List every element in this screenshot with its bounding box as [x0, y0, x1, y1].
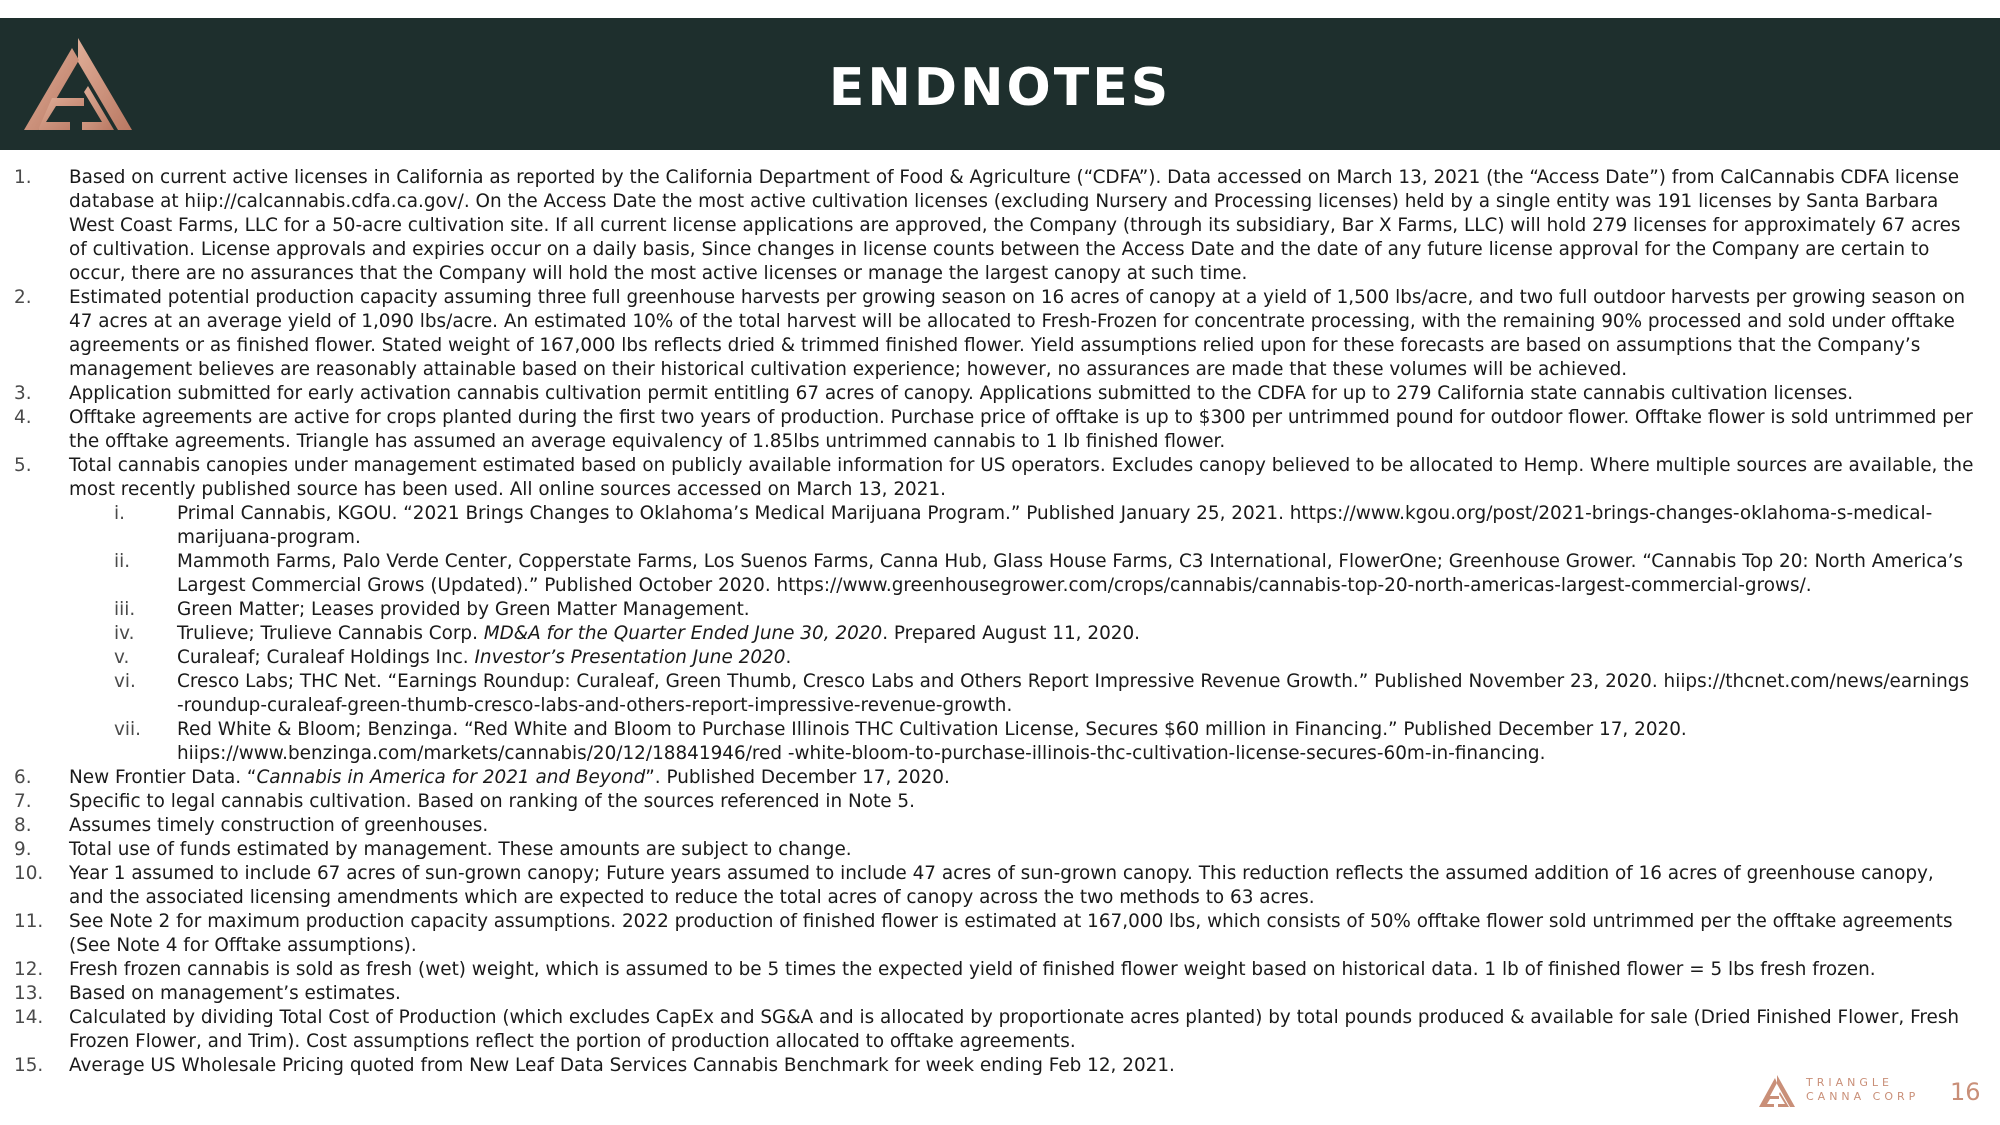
source-iii	[14, 598, 1974, 622]
endnote-number: 11.	[14, 911, 44, 932]
endnote-text: Calculated by dividing Total Cost of Production (which excludes CapEx and SG&A and is allocated by proportionate acres planted) by total pounds produced & available for sale (Dried Finished Flower, Fresh Frozen Flower, and Trim). Cost assumptions reflect the portion of production allocated to offtake agreements.	[69, 1007, 1960, 1052]
source-vi	[14, 670, 1974, 718]
endnote-number: 13.	[14, 983, 44, 1004]
endnote-text-part: ”. Published December 17, 2020.	[645, 767, 950, 788]
brand-line-1: TRIANGLE	[1806, 1076, 1893, 1089]
endnote-number: 12.	[14, 959, 44, 980]
endnote-15	[14, 1054, 1974, 1078]
endnote-11	[14, 910, 1974, 958]
endnote-text: Estimated potential production capacity assuming three full greenhouse harvests per growing season on 16 acres of canopy at a yield of 1,500 lbs/acre, and two full outdoor harvests per growing season on 47 acres at an average yield of 1,090 lbs/acre. An estimated 10% of the total harvest will be allocated to Fresh-Frozen for concentrate processing, with the remaining 90% processed and sold under offtake agreements or as finished flower. Stated weight of 167,000 lbs reflects dried & trimmed finished flower. Yield assumptions relied upon for these forecasts are based on assumptions that the Company’s management believes are reasonably attainable based on their historical cultivation experience; however, no assurances are made that these volumes will be achieved.	[69, 287, 1965, 380]
endnote-6	[14, 766, 1974, 790]
brand-name	[1806, 1076, 1919, 1104]
brand-line-2: CANNA CORP	[1806, 1090, 1920, 1103]
endnote-2	[14, 286, 1974, 382]
endnote-text: Total use of funds estimated by management. These amounts are subject to change.	[69, 839, 852, 860]
footer-brand-logo	[1758, 1072, 1930, 1108]
source-text: Red White & Bloom; Benzinga. “Red White and Bloom to Purchase Illinois THC Cultivation License, Secures $60 million in Financing.” Published December 17, 2020. hiips://www.benzinga.com/markets/cannabis/20/12/18841946/red -white-bloom-to-purchase-illinois-thc-cultivation-license-secures-60m-in-financing.	[177, 719, 1687, 764]
endnote-text: See Note 2 for maximum production capacity assumptions. 2022 production of finished flower is estimated at 167,000 lbs, which consists of 50% offtake flower sold untrimmed per the offtake agreements (See Note 4 for Offtake assumptions).	[69, 911, 1953, 956]
source-number: iii.	[114, 599, 136, 620]
endnote-10	[14, 862, 1974, 910]
source-number: vii.	[114, 719, 141, 740]
endnote-number: 8.	[14, 815, 32, 836]
endnote-number: 2.	[14, 287, 32, 308]
endnote-7	[14, 790, 1974, 814]
source-v	[14, 646, 1974, 670]
endnote-text: Offtake agreements are active for crops planted during the first two years of production. Purchase price of offtake is up to $300 per untrimmed pound for outdoor flower. Offtake flower is sold untrimmed per the offtake agreements. Triangle has assumed an average equivalency of 1.85lbs untrimmed cannabis to 1 lb finished flower.	[69, 407, 1973, 452]
endnote-number: 15.	[14, 1055, 44, 1076]
source-text-part: Curaleaf; Curaleaf Holdings Inc.	[177, 647, 475, 668]
endnote-number: 7.	[14, 791, 32, 812]
endnote-text: Assumes timely construction of greenhouses.	[69, 815, 489, 836]
endnote-number: 1.	[14, 167, 32, 188]
endnote-text: Application submitted for early activation cannabis cultivation permit entitling 67 acres of canopy. Applications submitted to the CDFA for up to 279 California state cannabis cultivation licenses.	[69, 383, 1854, 404]
source-text: Primal Cannabis, KGOU. “2021 Brings Changes to Oklahoma’s Medical Marijuana Program.” Published January 25, 2021. https://www.kgou.org/post/2021-brings-changes-oklahoma-s-medical-marijuana-program.	[177, 503, 1933, 548]
endnote-13	[14, 982, 1974, 1006]
source-number: ii.	[114, 551, 131, 572]
source-iv	[14, 622, 1974, 646]
endnote-12	[14, 958, 1974, 982]
endnote-text: Total cannabis canopies under management estimated based on publicly available information for US operators. Excludes canopy believed to be allocated to Hemp. Where multiple sources are available, the most recently published source has been used. All online sources accessed on March 13, 2021.	[69, 455, 1974, 500]
endnote-number: 14.	[14, 1007, 44, 1028]
endnote-number: 9.	[14, 839, 32, 860]
header-bar	[0, 18, 2000, 150]
endnote-text: Specific to legal cannabis cultivation. Based on ranking of the sources referenced in Note 5.	[69, 791, 915, 812]
source-text: Mammoth Farms, Palo Verde Center, Copperstate Farms, Los Suenos Farms, Canna Hub, Glass House Farms, C3 International, FlowerOne; Greenhouse Grower. “Cannabis Top 20: North America’s Largest Commercial Grows (Updated).” Published October 2020. https://www.greenhousegrower.com/crops/cannabis/cannabis-top-20-north-americas-largest-commercial-grows/.	[177, 551, 1964, 596]
endnote-8	[14, 814, 1974, 838]
endnote-text: Based on management’s estimates.	[69, 983, 401, 1004]
source-number: vi.	[114, 671, 136, 692]
top-margin	[0, 0, 2000, 18]
source-text: Green Matter; Leases provided by Green Matter Management.	[177, 599, 750, 620]
source-number: i.	[114, 503, 125, 524]
endnote-text: Average US Wholesale Pricing quoted from New Leaf Data Services Cannabis Benchmark for week ending Feb 12, 2021.	[69, 1055, 1175, 1076]
endnote-number: 3.	[14, 383, 32, 404]
endnote-number: 5.	[14, 455, 32, 476]
page-title: ENDNOTES	[828, 58, 1172, 118]
triangle-mark-icon	[1758, 1074, 1796, 1108]
source-vii	[14, 718, 1974, 766]
source-title-italic: Investor’s Presentation June 2020	[474, 647, 786, 668]
source-title-italic: MD&A for the Quarter Ended June 30, 2020	[483, 623, 883, 644]
source-text-part: .	[785, 647, 792, 668]
endnote-1	[14, 166, 1974, 286]
endnote-number: 4.	[14, 407, 32, 428]
source-text: Cresco Labs; THC Net. “Earnings Roundup: Curaleaf, Green Thumb, Cresco Labs and Others Report Impressive Revenue Growth.” Published November 23, 2020. hiips://thcnet.com/news/earnings -roundup-curaleaf-green-thumb-cresco-labs-and-others-report-impressive-revenue-growth.	[177, 671, 1970, 716]
endnote-text-part: New Frontier Data. “	[69, 767, 257, 788]
endnote-4	[14, 406, 1974, 454]
endnote-number: 10.	[14, 863, 44, 884]
endnote-14	[14, 1006, 1974, 1054]
source-ii	[14, 550, 1974, 598]
endnote-number: 6.	[14, 767, 32, 788]
source-text-part: . Prepared August 11, 2020.	[882, 623, 1141, 644]
endnote-text: Fresh frozen cannabis is sold as fresh (wet) weight, which is assumed to be 5 times the expected yield of finished flower weight based on historical data. 1 lb of finished flower = 5 lbs fresh frozen.	[69, 959, 1876, 980]
endnote-9	[14, 838, 1974, 862]
endnote-5	[14, 454, 1974, 502]
endnote-text: Year 1 assumed to include 67 acres of sun-grown canopy; Future years assumed to include 47 acres of sun-grown canopy. This reduction reflects the assumed addition of 16 acres of greenhouse canopy, and the associated licensing amendments which are expected to reduce the total acres of canopy across the two methods to 63 acres.	[69, 863, 1934, 908]
page-number: 16	[1950, 1078, 1981, 1106]
endnote-3	[14, 382, 1974, 406]
endnotes-list	[14, 166, 1974, 1078]
endnote-title-italic: Cannabis in America for 2021 and Beyond	[256, 767, 646, 788]
source-i	[14, 502, 1974, 550]
source-number: v.	[114, 647, 130, 668]
source-number: iv.	[114, 623, 135, 644]
source-text-part: Trulieve; Trulieve Cannabis Corp.	[177, 623, 484, 644]
endnote-text: Based on current active licenses in California as reported by the California Department of Food & Agriculture (“CDFA”). Data accessed on March 13, 2021 (the “Access Date”) from CalCannabis CDFA license database at hiip://calcannabis.cdfa.ca.gov/. On the Access Date the most active cultivation licenses (excluding Nursery and Processing licenses) held by a single entity was 191 licenses by Santa Barbara West Coast Farms, LLC for a 50-acre cultivation site. If all current license applications are approved, the Company (through its subsidiary, Bar X Farms, LLC) will hold 279 licenses for approximately 67 acres of cultivation. License approvals and expiries occur on a daily basis, Since changes in license counts between the Access Date and the date of any future license approval for the Company are certain to occur, there are no assurances that the Company will hold the most active licenses or manage the largest canopy at such time.	[69, 167, 1961, 284]
